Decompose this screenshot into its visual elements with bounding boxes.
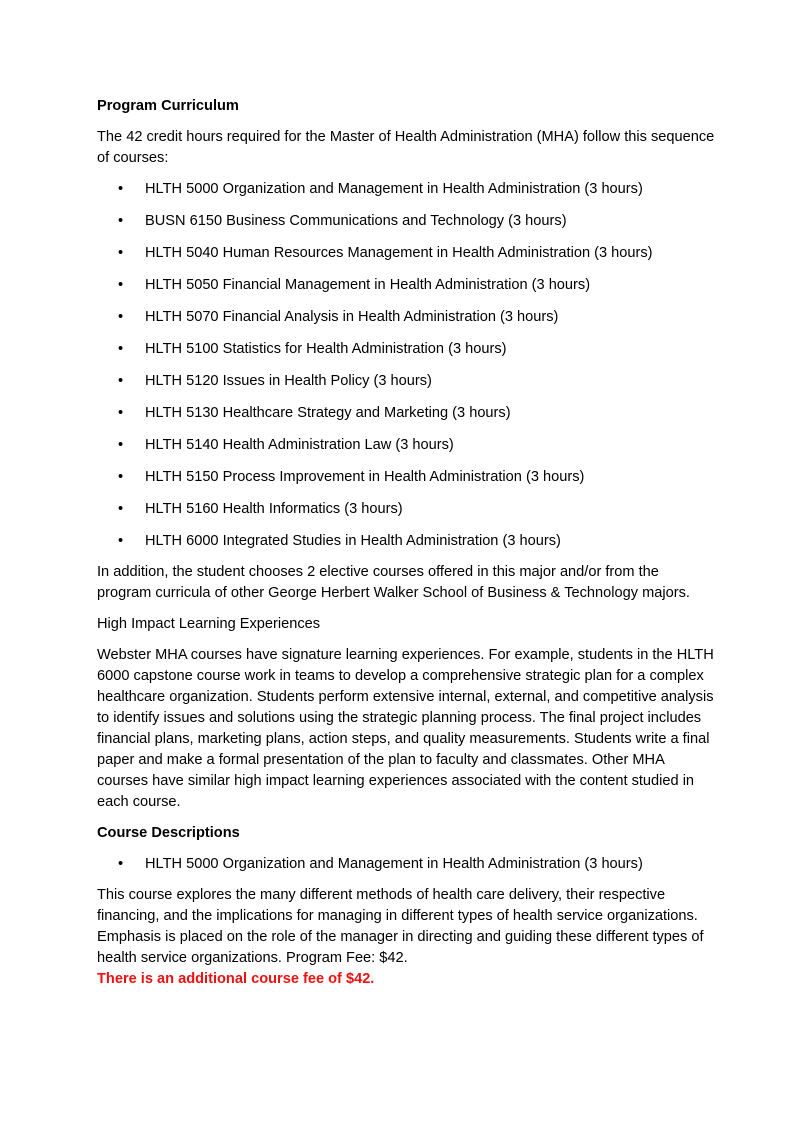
description-course-label: HLTH 5000 Organization and Management in Health Administration (3 hours) (145, 856, 643, 872)
bullet-icon: • (118, 373, 124, 389)
bullet-icon: • (118, 277, 124, 293)
bullet-icon: • (118, 533, 124, 549)
document-page (97, 96, 717, 990)
course-item-label: HLTH 6000 Integrated Studies in Health Administration (3 hours) (145, 533, 561, 549)
course-item-label: HLTH 5070 Financial Analysis in Health Administration (3 hours) (145, 309, 559, 325)
course-description-paragraph: This course explores the many different methods of health care delivery, their respective financing, and the implications for managing in different types of health service organizations. Emphasis is placed on the role of the manager in directing and guiding these different types of health service organizations. Program Fee: $42. (97, 887, 704, 966)
program-curriculum-heading: Program Curriculum (97, 98, 239, 114)
course-item-label: HLTH 5140 Health Administration Law (3 hours) (145, 437, 454, 453)
high-impact-paragraph: Webster MHA courses have signature learning experiences. For example, students in the HLTH 6000 capstone course work in teams to develop a comprehensive strategic plan for a complex healthcare organization. Students perform extensive internal, external, and competitive analysis to identify issues and solutions using the strategic planning process. The final project includes financial plans, marketing plans, action steps, and quality measurements. Students write a final paper and make a formal presentation of the plan to faculty and classmates. Other MHA courses have similar high impact learning experiences associated with the content studied in each course. (97, 647, 714, 810)
fee-note: There is an additional course fee of $42. (97, 971, 375, 987)
list-item (97, 339, 717, 360)
course-list (97, 179, 717, 552)
list-item (97, 854, 717, 875)
list-item (97, 211, 717, 232)
course-item-label: HLTH 5100 Statistics for Health Administration (3 hours) (145, 341, 507, 357)
high-impact-heading: High Impact Learning Experiences (97, 616, 321, 632)
bullet-icon: • (118, 181, 124, 197)
bullet-icon: • (118, 405, 124, 421)
course-item-label: HLTH 5050 Financial Management in Health Administration (3 hours) (145, 277, 591, 293)
description-course-list (97, 854, 717, 875)
bullet-icon: • (118, 501, 124, 517)
list-item (97, 435, 717, 456)
bullet-icon: • (118, 856, 124, 872)
electives-paragraph: In addition, the student chooses 2 elective courses offered in this major and/or from the program curricula of other George Herbert Walker School of Business & Technology majors. (97, 564, 690, 601)
list-item (97, 499, 717, 520)
course-item-label: HLTH 5000 Organization and Management in Health Administration (3 hours) (145, 181, 643, 197)
course-item-label: HLTH 5150 Process Improvement in Health Administration (3 hours) (145, 469, 585, 485)
course-descriptions-heading: Course Descriptions (97, 825, 240, 841)
list-item (97, 179, 717, 200)
bullet-icon: • (118, 213, 124, 229)
course-item-label: HLTH 5130 Healthcare Strategy and Marketing (3 hours) (145, 405, 511, 421)
list-item (97, 467, 717, 488)
course-item-label: HLTH 5120 Issues in Health Policy (3 hours) (145, 373, 432, 389)
list-item (97, 275, 717, 296)
list-item (97, 531, 717, 552)
list-item (97, 403, 717, 424)
bullet-icon: • (118, 437, 124, 453)
course-item-label: HLTH 5040 Human Resources Management in Health Administration (3 hours) (145, 245, 653, 261)
bullet-icon: • (118, 309, 124, 325)
list-item (97, 307, 717, 328)
course-item-label: BUSN 6150 Business Communications and Technology (3 hours) (145, 213, 567, 229)
bullet-icon: • (118, 469, 124, 485)
course-item-label: HLTH 5160 Health Informatics (3 hours) (145, 501, 403, 517)
intro-paragraph: The 42 credit hours required for the Master of Health Administration (MHA) follow this sequence of courses: (97, 129, 715, 166)
list-item (97, 371, 717, 392)
list-item (97, 243, 717, 264)
bullet-icon: • (118, 341, 124, 357)
bullet-icon: • (118, 245, 124, 261)
